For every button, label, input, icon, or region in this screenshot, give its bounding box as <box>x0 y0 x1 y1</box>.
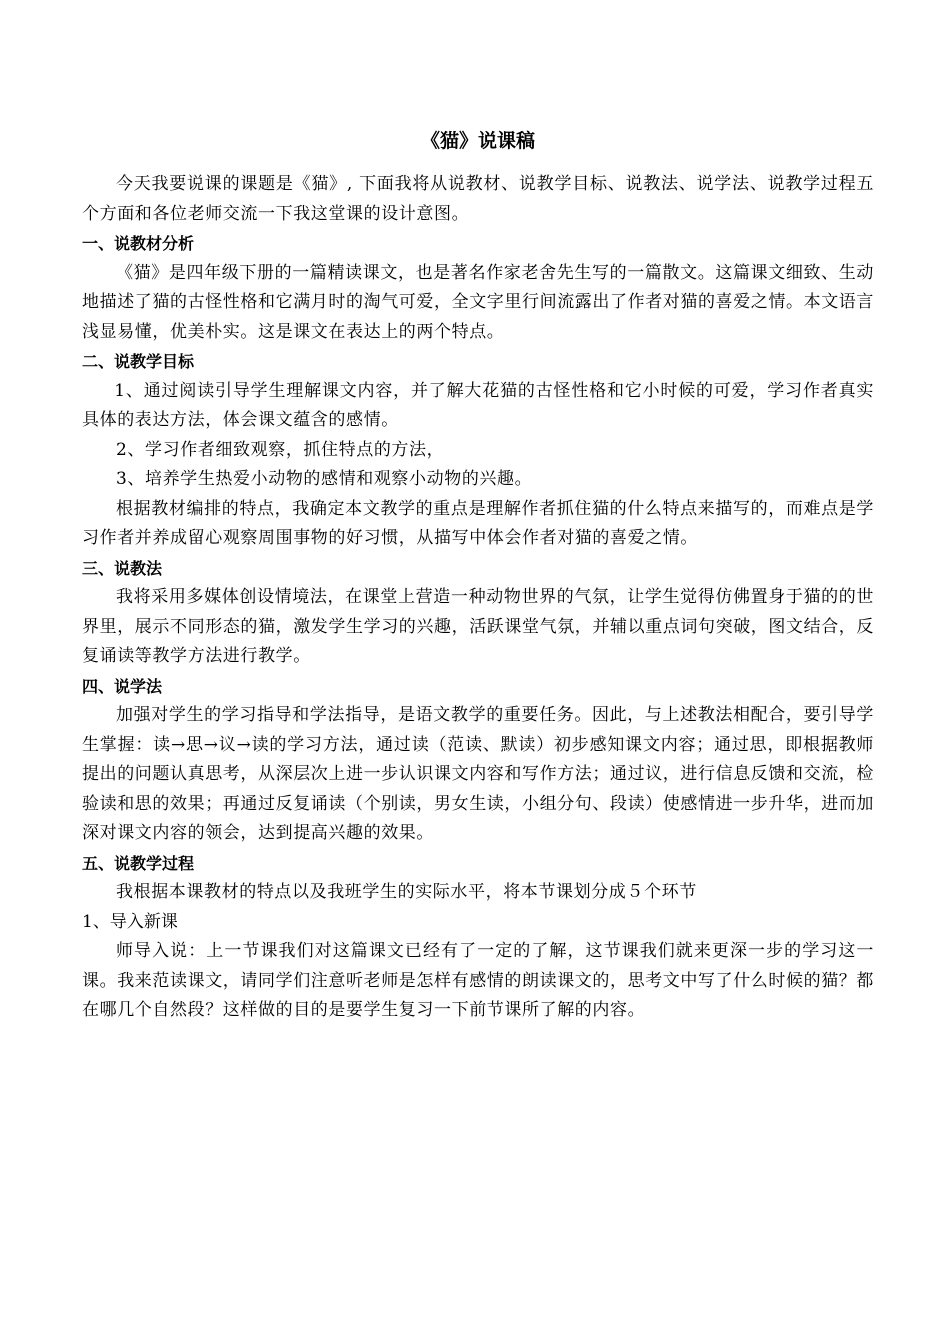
teaching-process-paragraph: 我根据本课教材的特点以及我班学生的实际水平，将本节课划分成５个环节 <box>116 882 697 902</box>
section-heading-learning-methods: 四、说学法 <box>82 676 163 696</box>
teaching-methods-paragraph: 我将采用多媒体创设情境法，在课堂上营造一种动物世界的气氛，让学生觉得仿佛置身于猫的的世界里，展示不同形态的猫，激发学生学习的兴趣，活跃课堂气氛，并辅以重点词句突破，图文结合，反复诵读等教学方法进行教学。 <box>82 587 874 666</box>
section-heading-teaching-process: 五、说教学过程 <box>82 853 195 873</box>
learning-methods-paragraph: 加强对学生的学习指导和学法指导，是语文教学的重要任务。因此，与上述教法相配合，要引导学生掌握：读→思→议→读的学习方法，通过读（范读、默读）初步感知课文内容；通过思，即根据教师提出的问题认真思考，从深层次上进一步认识课文内容和写作方法；通过议，进行信息反馈和交流，检验读和思的效果；再通过反复诵读（个别读，男女生读，小组分句、段读）使感情进一步升华，进而加深对课文内容的领会，达到提高兴趣的效果。 <box>82 705 874 843</box>
step1-paragraph: 师导入说：上一节课我们对这篇课文已经有了一定的了解，这节课我们就来更深一步的学习这一课。我来范读课文，请同学们注意听老师是怎样有感情的朗读课文的，思考文中写了什么时候的猫？都在哪几个自然段？这样做的目的是要学生复习一下前节课所了解的内容。 <box>82 941 874 1020</box>
section-heading-teaching-methods: 三、说教法 <box>82 558 163 578</box>
section-heading-textbook-analysis: 一、说教材分析 <box>82 234 195 253</box>
textbook-analysis-paragraph: 《猫》是四年级下册的一篇精读课文，也是著名作家老舍先生写的一篇散文。这篇课文细致、生动地描述了猫的古怪性格和它满月时的淘气可爱，全文字里行间流露出了作者对猫的喜爱之情。本文语言浅显易懂，优美朴实。这是课文在表达上的两个特点。 <box>82 262 874 342</box>
step1-label: 1、导入新课 <box>82 911 178 932</box>
teaching-goal-3: 3、培养学生热爱小动物的感情和观察小动物的兴趣。 <box>116 469 533 489</box>
document-page <box>82 126 874 1026</box>
key-difficulty-paragraph: 根据教材编排的特点，我确定本文教学的重点是理解作者抓住猫的什么特点来描写的，而难点是学习作者并养成留心观察周围事物的好习惯，从描写中体会作者对猫的喜爱之情。 <box>82 498 874 548</box>
teaching-goal-2: 2、学习作者细致观察，抓住特点的方法， <box>116 439 445 460</box>
teaching-goal-1: 1、通过阅读引导学生理解课文内容，并了解大花猫的古怪性格和它小时候的可爱，学习作者真实具体的表达方法，体会课文蕴含的感情。 <box>82 380 874 430</box>
section-heading-teaching-goals: 二、说教学目标 <box>82 352 195 371</box>
intro-paragraph: 今天我要说课的课题是《猫》, 下面我将从说教材、说教学目标、说教法、说学法、说教学过程五个方面和各位老师交流一下我这堂课的设计意图。 <box>82 174 874 224</box>
document-title: 《猫》说课稿 <box>420 130 535 152</box>
